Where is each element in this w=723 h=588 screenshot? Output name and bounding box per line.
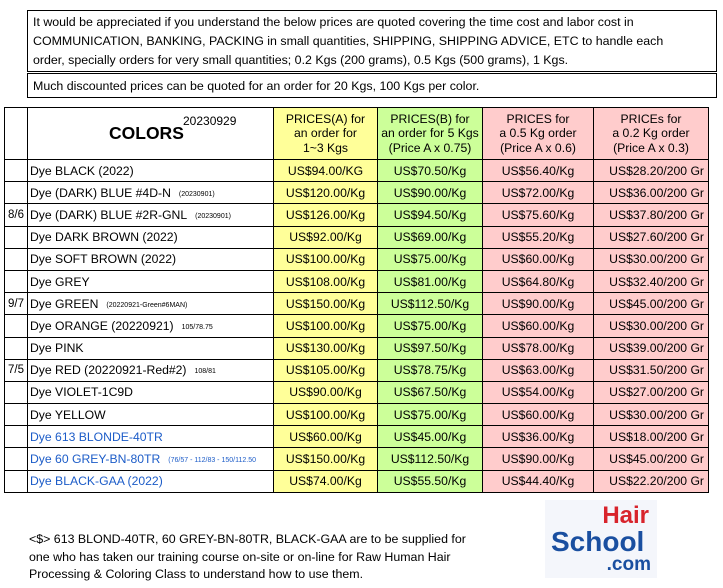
price-a-cell: US$105.00/Kg — [274, 359, 378, 381]
footnote-line-2: one who has taken our training course on-site or on-line for Raw Human Hair — [29, 549, 451, 564]
price-c-header-line: PRICES for — [506, 111, 570, 126]
price-c-header — [483, 108, 594, 160]
table-row — [5, 359, 709, 381]
color-note: (20220921-Green#6MAN) — [106, 301, 188, 309]
row-mark — [5, 270, 28, 292]
price-b-cell: US$70.50/Kg — [378, 160, 483, 182]
price-d-cell: US$30.00/200 Gr — [594, 404, 709, 426]
color-name: Dye BLACK (2022) — [30, 163, 134, 178]
price-table — [4, 107, 709, 493]
color-name: Dye VIOLET-1C9D — [30, 385, 133, 400]
price-d-cell: US$45.00/200 Gr — [594, 293, 709, 315]
price-b-header — [378, 108, 483, 160]
color-name: Dye (DARK) BLUE #2R-GNL — [30, 207, 188, 222]
color-name: Dye ORANGE (20220921) — [30, 318, 174, 333]
price-c-cell: US$90.00/Kg — [483, 448, 594, 470]
price-d-cell: US$32.40/200 Gr — [594, 270, 709, 292]
price-b-cell: US$75.00/Kg — [378, 404, 483, 426]
training-footnote — [29, 531, 529, 584]
price-a-cell: US$74.00/Kg — [274, 470, 378, 492]
price-b-cell: US$69.00/Kg — [378, 226, 483, 248]
price-b-cell: US$55.50/Kg — [378, 470, 483, 492]
table-row — [5, 337, 709, 359]
price-b-cell: US$75.00/Kg — [378, 248, 483, 270]
price-c-header-line: (Price A x 0.6) — [500, 140, 576, 155]
price-a-cell: US$120.00/Kg — [274, 182, 378, 204]
color-name-cell — [28, 448, 274, 470]
row-mark — [5, 404, 28, 426]
row-mark — [5, 470, 28, 492]
price-a-cell: US$126.00/Kg — [274, 204, 378, 226]
color-name-cell — [28, 248, 274, 270]
color-name-cell — [28, 404, 274, 426]
color-note: 105/78.75 — [181, 323, 213, 331]
discount-text: Much discounted prices can be quoted for an order for 20 Kgs, 100 Kgs per color. — [33, 79, 480, 93]
color-name-cell — [28, 470, 274, 492]
price-c-cell: US$60.00/Kg — [483, 248, 594, 270]
price-d-cell: US$27.60/200 Gr — [594, 226, 709, 248]
price-b-cell: US$75.00/Kg — [378, 315, 483, 337]
table-header-row — [5, 108, 709, 160]
table-row — [5, 426, 709, 448]
colors-header — [28, 108, 274, 160]
price-c-cell: US$36.00/Kg — [483, 426, 594, 448]
row-mark: 8/6 — [5, 204, 28, 226]
table-row — [5, 404, 709, 426]
table-row — [5, 160, 709, 182]
price-c-cell: US$72.00/Kg — [483, 182, 594, 204]
logo-hair-text: Hair — [602, 502, 649, 529]
price-d-cell: US$31.50/200 Gr — [594, 359, 709, 381]
color-note: (20230901) — [195, 212, 231, 220]
price-d-cell: US$22.20/200 Gr — [594, 470, 709, 492]
row-mark: 7/5 — [5, 359, 28, 381]
price-a-cell: US$130.00/Kg — [274, 337, 378, 359]
color-name-cell — [28, 293, 274, 315]
color-note: 108/81 — [194, 368, 216, 376]
price-c-cell: US$63.00/Kg — [483, 359, 594, 381]
price-d-header — [594, 108, 709, 160]
price-c-cell: US$60.00/Kg — [483, 315, 594, 337]
price-d-cell: US$37.80/200 Gr — [594, 204, 709, 226]
price-b-cell: US$90.00/Kg — [378, 182, 483, 204]
price-b-header-line: (Price A x 0.75) — [388, 140, 472, 155]
mark-header — [5, 108, 28, 160]
color-name-cell — [28, 337, 274, 359]
table-row — [5, 315, 709, 337]
discount-notice — [27, 73, 717, 98]
price-b-cell: US$97.50/Kg — [378, 337, 483, 359]
price-a-cell: US$150.00/Kg — [274, 293, 378, 315]
color-name-cell — [28, 359, 274, 381]
price-a-cell: US$60.00/Kg — [274, 426, 378, 448]
color-name: Dye DARK BROWN (2022) — [30, 230, 178, 245]
table-row — [5, 204, 709, 226]
price-a-cell: US$100.00/Kg — [274, 315, 378, 337]
color-name: Dye SOFT BROWN (2022) — [30, 252, 177, 267]
price-a-cell: US$100.00/Kg — [274, 248, 378, 270]
notice-line-1: It would be appreciated if you understand the below prices are quoted covering the time cost and labor cost in — [33, 15, 634, 29]
price-a-cell: US$150.00/Kg — [274, 448, 378, 470]
price-a-cell: US$92.00/Kg — [274, 226, 378, 248]
price-a-cell: US$94.00/KG — [274, 160, 378, 182]
price-a-cell: US$90.00/Kg — [274, 381, 378, 403]
footnote-line-1: <$> 613 BLOND-40TR, 60 GREY-BN-80TR, BLACK-GAA are to be supplied for — [29, 532, 466, 546]
price-a-cell: US$108.00/Kg — [274, 270, 378, 292]
price-b-header-line: an order for 5 Kgs — [381, 126, 479, 141]
logo-com-text: .com — [606, 554, 651, 575]
color-name: Dye BLACK-GAA (2022) — [30, 474, 163, 489]
price-b-cell: US$94.50/Kg — [378, 204, 483, 226]
price-a-header-line: an order for — [293, 126, 357, 141]
color-note: (20230901) — [178, 190, 215, 198]
table-row — [5, 381, 709, 403]
price-d-cell: US$39.00/200 Gr — [594, 337, 709, 359]
color-name: Dye GREEN — [30, 296, 99, 311]
table-row — [5, 182, 709, 204]
table-row — [5, 226, 709, 248]
notice-line-2: COMMUNICATION, BANKING, PACKING in small quantities, SHIPPING, SHIPPING ADVICE, ETC to handle each — [33, 34, 664, 48]
table-row — [5, 293, 709, 315]
price-b-cell: US$112.50/Kg — [378, 293, 483, 315]
price-b-cell: US$67.50/Kg — [378, 381, 483, 403]
price-c-cell: US$75.60/Kg — [483, 204, 594, 226]
price-c-cell: US$64.80/Kg — [483, 270, 594, 292]
price-c-cell: US$44.40/Kg — [483, 470, 594, 492]
row-mark — [5, 426, 28, 448]
price-d-header-line: PRICEs for — [620, 111, 682, 126]
table-row — [5, 448, 709, 470]
color-name-cell — [28, 426, 274, 448]
color-name-cell — [28, 226, 274, 248]
price-d-cell: US$45.00/200 Gr — [594, 448, 709, 470]
logo-school-text: School — [551, 526, 645, 557]
price-d-cell: US$30.00/200 Gr — [594, 315, 709, 337]
color-name: Dye RED (20220921-Red#2) — [30, 363, 187, 378]
color-name: Dye (DARK) BLUE #4D-N — [30, 185, 171, 200]
row-mark — [5, 448, 28, 470]
hair-school-logo[interactable] — [545, 500, 657, 578]
price-d-header-line: a 0.2 Kg order — [612, 126, 690, 141]
color-name: Dye GREY — [30, 274, 90, 289]
color-name: Dye 60 GREY-BN-80TR — [30, 452, 161, 467]
price-a-cell: US$100.00/Kg — [274, 404, 378, 426]
price-d-cell: US$28.20/200 Gr — [594, 160, 709, 182]
pricing-notice — [27, 10, 717, 72]
price-d-cell: US$30.00/200 Gr — [594, 248, 709, 270]
color-name-cell — [28, 315, 274, 337]
color-note: (76/57 - 112/83 - 150/112.50 — [168, 457, 256, 465]
price-c-cell: US$60.00/Kg — [483, 404, 594, 426]
price-c-cell: US$90.00/Kg — [483, 293, 594, 315]
price-d-header-line: (Price A x 0.3) — [613, 140, 689, 155]
price-d-cell: US$18.00/200 Gr — [594, 426, 709, 448]
row-mark: 9/7 — [5, 293, 28, 315]
price-b-cell: US$45.00/Kg — [378, 426, 483, 448]
color-name-cell — [28, 381, 274, 403]
price-d-cell: US$36.00/200 Gr — [594, 182, 709, 204]
row-mark — [5, 182, 28, 204]
colors-title: COLORS — [109, 123, 184, 143]
row-mark — [5, 315, 28, 337]
color-name: Dye 613 BLONDE-40TR — [30, 429, 163, 444]
price-b-cell: US$78.75/Kg — [378, 359, 483, 381]
price-c-cell: US$78.00/Kg — [483, 337, 594, 359]
colors-date: 20230929 — [183, 114, 237, 128]
table-row — [5, 270, 709, 292]
color-name-cell — [28, 204, 274, 226]
price-c-cell: US$55.20/Kg — [483, 226, 594, 248]
color-name-cell — [28, 160, 274, 182]
row-mark — [5, 337, 28, 359]
price-a-header — [274, 108, 378, 160]
price-b-cell: US$81.00/Kg — [378, 270, 483, 292]
table-row — [5, 470, 709, 492]
price-c-cell: US$54.00/Kg — [483, 381, 594, 403]
price-c-cell: US$56.40/Kg — [483, 160, 594, 182]
row-mark — [5, 248, 28, 270]
color-name: Dye YELLOW — [30, 407, 106, 422]
price-c-header-line: a 0.5 Kg order — [499, 126, 577, 141]
price-d-cell: US$27.00/200 Gr — [594, 381, 709, 403]
price-a-header-line: PRICES(A) for — [285, 111, 366, 126]
color-name: Dye PINK — [30, 341, 84, 356]
footnote-line-3: Processing & Coloring Class to understand how to use them. — [29, 567, 364, 581]
color-name-cell — [28, 270, 274, 292]
table-row — [5, 248, 709, 270]
row-mark — [5, 226, 28, 248]
price-b-header-line: PRICES(B) for — [390, 111, 470, 126]
color-name-cell — [28, 182, 274, 204]
price-b-cell: US$112.50/Kg — [378, 448, 483, 470]
notice-line-3: order, specially orders for very small quantities; 0.2 Kgs (200 grams), 0.5 Kgs (500 grams), 1 Kgs. — [33, 53, 569, 67]
row-mark — [5, 160, 28, 182]
price-a-header-line: 1~3 Kgs — [302, 140, 349, 155]
row-mark — [5, 381, 28, 403]
